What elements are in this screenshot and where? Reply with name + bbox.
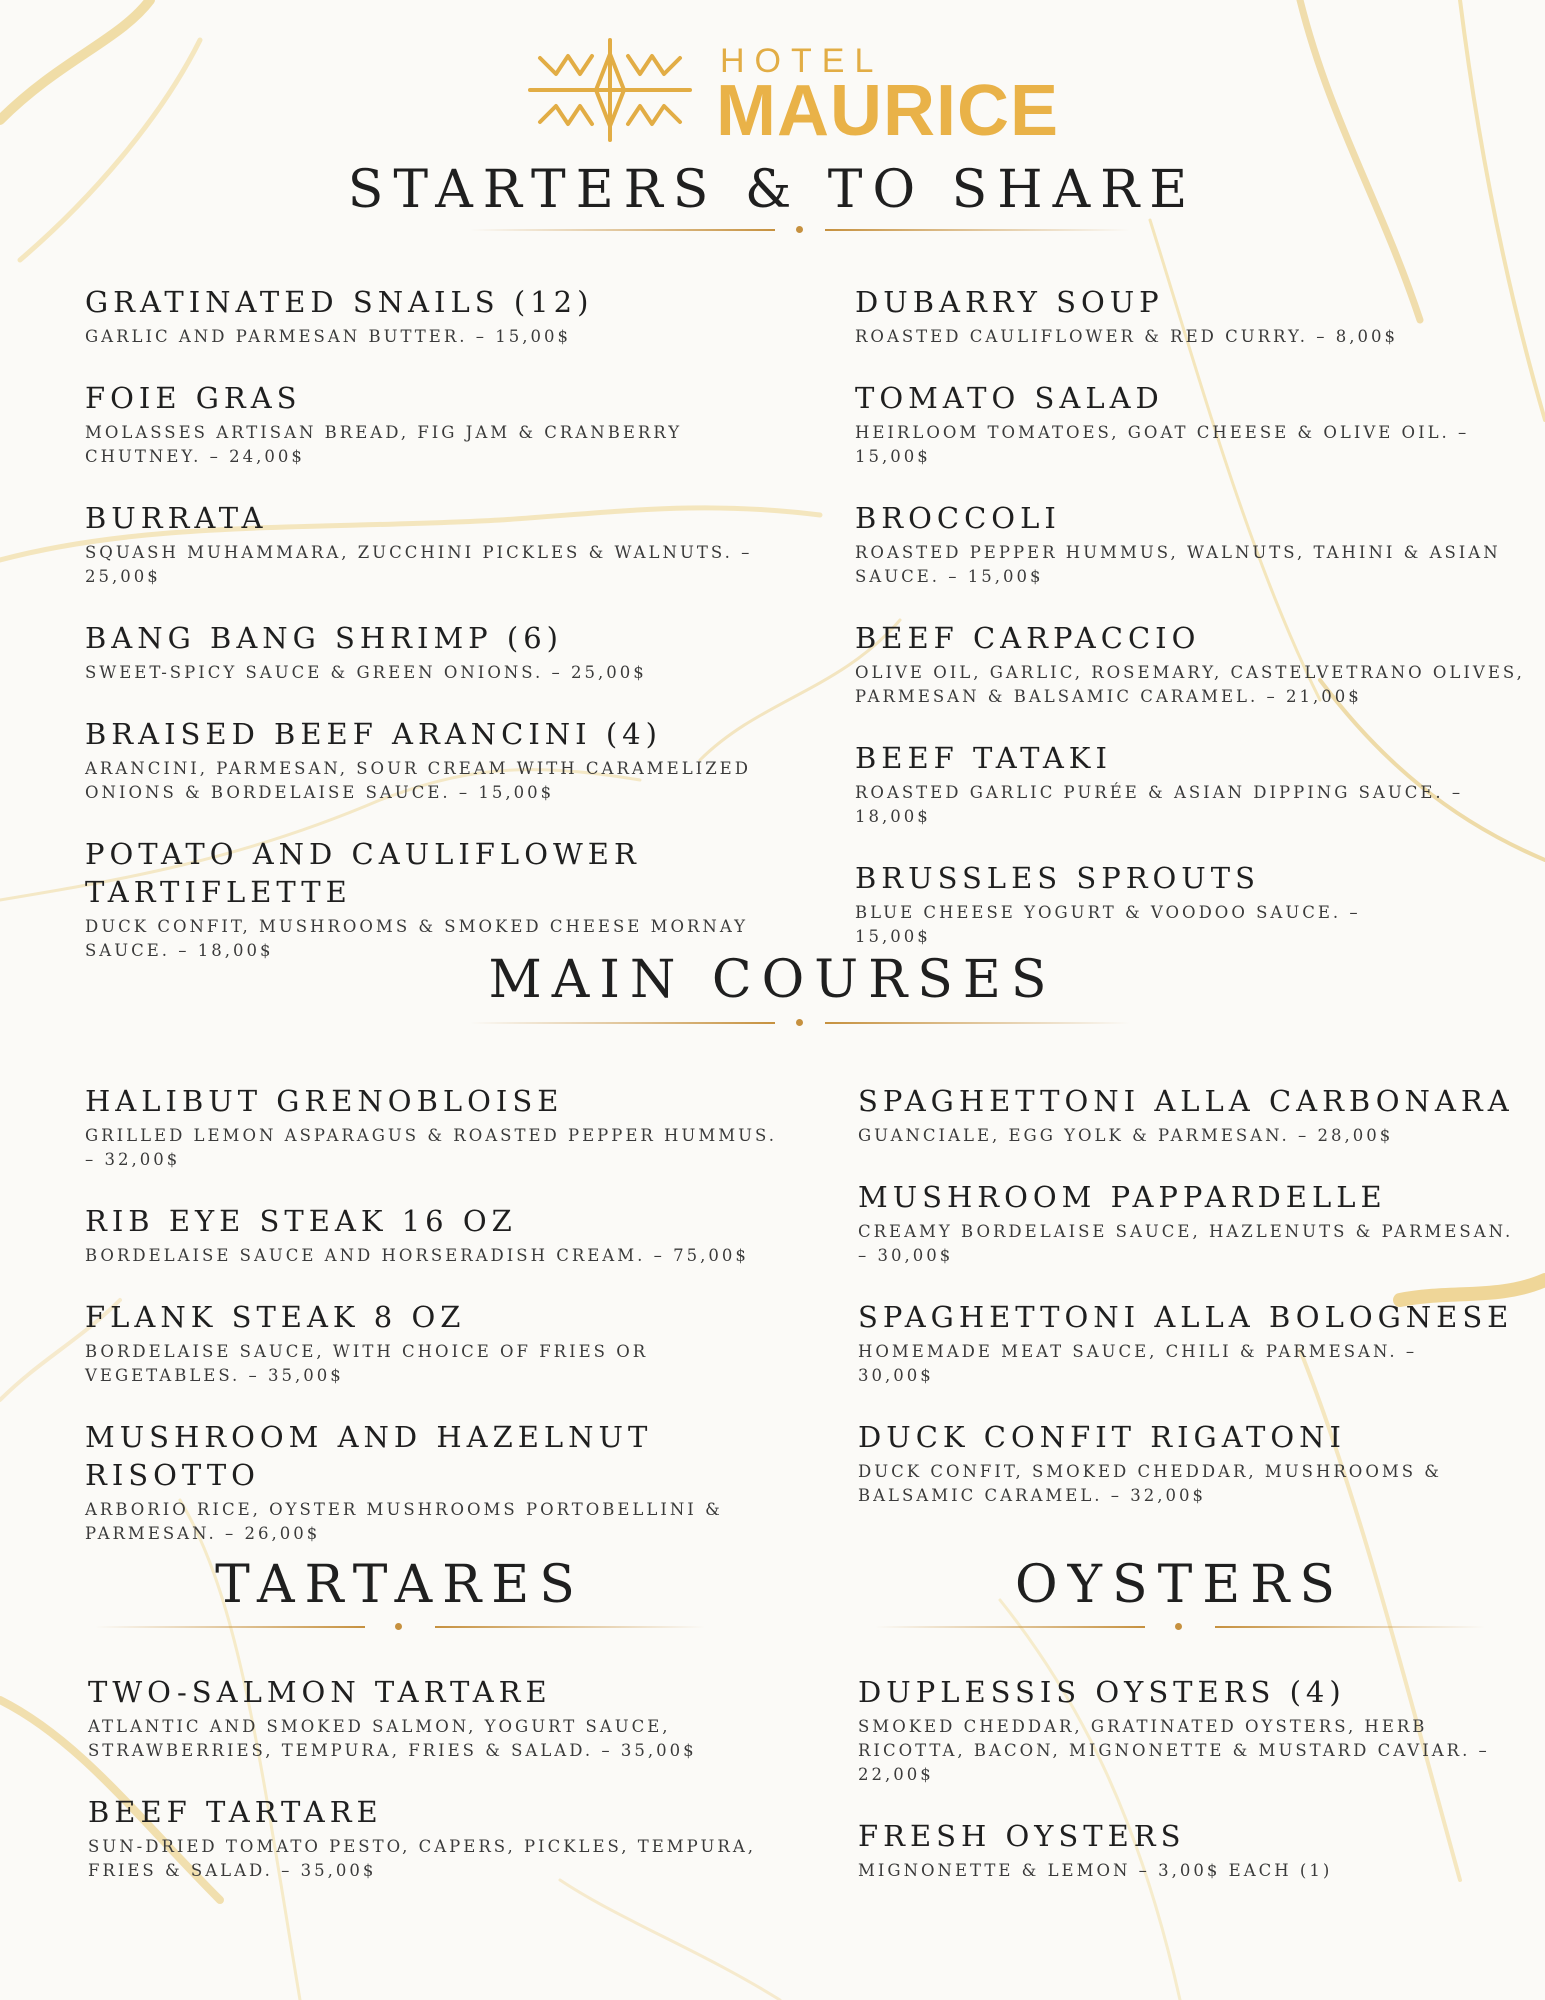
menu-item <box>855 499 1525 589</box>
item-name: SPAGHETTONI ALLA CARBONARA <box>858 1084 1514 1118</box>
item-name: SPAGHETTONI ALLA BOLOGNESE <box>858 1300 1514 1334</box>
menu-item <box>858 1418 1528 1508</box>
menu-item <box>88 1793 788 1883</box>
item-description: ATLANTIC AND SMOKED SALMON, YOGURT SAUCE, STRAWBERRIES, TEMPURA, FRIES & SALAD. – 35,00$ <box>88 1717 697 1760</box>
menu-item <box>85 1082 805 1172</box>
item-name: BEEF TATAKI <box>855 741 1112 775</box>
item-description: BORDELAISE SAUCE AND HORSERADISH CREAM. – 75,00$ <box>85 1246 749 1265</box>
item-description: ARBORIO RICE, OYSTER MUSHROOMS PORTOBELLINI & PARMESAN. – 26,00$ <box>85 1500 723 1543</box>
item-description: DUCK CONFIT, SMOKED CHEDDAR, MUSHROOMS & BALSAMIC CARAMEL. – 32,00$ <box>858 1462 1442 1505</box>
menu-item <box>85 1418 805 1546</box>
item-description: DUCK CONFIT, MUSHROOMS & SMOKED CHEESE MORNAY SAUCE. – 18,00$ <box>85 917 748 960</box>
item-description: ROASTED GARLIC PURÉE & ASIAN DIPPING SAUCE. – 18,00$ <box>855 783 1464 826</box>
item-description: SMOKED CHEDDAR, GRATINATED OYSTERS, HERB RICOTTA, BACON, MIGNONETTE & MUSTARD CAVIAR. – 22,00$ <box>858 1717 1490 1784</box>
menu-item <box>858 1673 1508 1787</box>
item-description: MOLASSES ARTISAN BREAD, FIG JAM & CRANBERRY CHUTNEY. – 24,00$ <box>85 423 683 466</box>
item-description: MIGNONETTE & LEMON – 3,00$ EACH (1) <box>858 1861 1333 1880</box>
menu-item <box>858 1178 1528 1268</box>
item-description: HEIRLOOM TOMATOES, GOAT CHEESE & OLIVE OIL. – 15,00$ <box>855 423 1470 466</box>
item-description: ROASTED CAULIFLOWER & RED CURRY. – 8,00$ <box>855 327 1398 346</box>
menu-item <box>85 1298 805 1388</box>
mains-right-column <box>858 1082 1528 1538</box>
item-name: TWO-SALMON TARTARE <box>88 1675 552 1709</box>
menu-item <box>858 1298 1528 1388</box>
mains-left-column <box>85 1082 805 1576</box>
menu-item <box>858 1082 1528 1148</box>
starters-title: STARTERS & TO SHARE <box>347 160 1198 220</box>
menu-item <box>85 1202 805 1268</box>
item-name: TOMATO SALAD <box>855 381 1164 415</box>
oysters-column <box>858 1673 1508 1913</box>
item-name: DUCK CONFIT RIGATONI <box>858 1420 1347 1454</box>
item-description: SUN-DRIED TOMATO PESTO, CAPERS, PICKLES, TEMPURA, FRIES & SALAD. – 35,00$ <box>88 1837 756 1880</box>
item-name: HALIBUT GRENOBLOISE <box>85 1084 564 1118</box>
item-description: ROASTED PEPPER HUMMUS, WALNUTS, TAHINI & ASIAN SAUCE. – 15,00$ <box>855 543 1501 586</box>
item-description: BORDELAISE SAUCE, WITH CHOICE OF FRIES OR VEGETABLES. – 35,00$ <box>85 1342 649 1385</box>
starters-divider <box>470 223 1130 237</box>
item-name: MUSHROOM AND HAZELNUT RISOTTO <box>85 1420 653 1492</box>
item-name: FRESH OYSTERS <box>858 1819 1186 1853</box>
item-description: SWEET-SPICY SAUCE & GREEN ONIONS. – 25,00$ <box>85 663 647 682</box>
item-description: GRILLED LEMON ASPARAGUS & ROASTED PEPPER HUMMUS. – 32,00$ <box>85 1126 777 1169</box>
item-name: BEEF TARTARE <box>88 1795 383 1829</box>
tartares-divider <box>95 1620 705 1634</box>
item-description: ARANCINI, PARMESAN, SOUR CREAM WITH CARAMELIZED ONIONS & BORDELAISE SAUCE. – 15,00$ <box>85 759 751 802</box>
starters-left-column <box>85 283 785 993</box>
brand-name-label: MAURICE <box>716 71 1059 151</box>
menu-item <box>855 283 1525 349</box>
item-name: FOIE GRAS <box>85 381 302 415</box>
menu-item <box>85 715 785 805</box>
item-description: GUANCIALE, EGG YOLK & PARMESAN. – 28,00$ <box>858 1126 1394 1145</box>
menu-item <box>85 619 785 685</box>
item-name: BURRATA <box>85 501 268 535</box>
menu-item <box>858 1817 1508 1883</box>
item-description: GARLIC AND PARMESAN BUTTER. – 15,00$ <box>85 327 571 346</box>
item-description: CREAMY BORDELAISE SAUCE, HAZLENUTS & PARMESAN. – 30,00$ <box>858 1222 1514 1265</box>
item-name: GRATINATED SNAILS (12) <box>85 285 594 319</box>
menu-item <box>85 499 785 589</box>
item-name: BANG BANG SHRIMP (6) <box>85 621 563 655</box>
mains-divider <box>470 1016 1130 1030</box>
item-name: MUSHROOM PAPPARDELLE <box>858 1180 1387 1214</box>
mains-title: MAIN COURSES <box>488 950 1057 1010</box>
item-description: SQUASH MUHAMMARA, ZUCCHINI PICKLES & WALNUTS. – 25,00$ <box>85 543 753 586</box>
item-name: BEEF CARPACCIO <box>855 621 1201 655</box>
item-description: BLUE CHEESE YOGURT & VOODOO SAUCE. – 15,00$ <box>855 903 1361 946</box>
item-description: OLIVE OIL, GARLIC, ROSEMARY, CASTELVETRANO OLIVES, PARMESAN & BALSAMIC CARAMEL. – 21,00$ <box>855 663 1525 706</box>
item-description: HOMEMADE MEAT SAUCE, CHILI & PARMESAN. – 30,00$ <box>858 1342 1418 1385</box>
menu-item <box>88 1673 788 1763</box>
item-name: POTATO AND CAULIFLOWER TARTIFLETTE <box>85 837 641 909</box>
item-name: DUBARRY SOUP <box>855 285 1164 319</box>
item-name: DUPLESSIS OYSTERS (4) <box>858 1675 1346 1709</box>
menu-item <box>85 379 785 469</box>
menu-item <box>855 619 1525 709</box>
star-emblem-icon <box>520 34 700 146</box>
menu-item <box>85 283 785 349</box>
item-name: BROCCOLI <box>855 501 1061 535</box>
item-name: FLANK STEAK 8 OZ <box>85 1300 466 1334</box>
item-name: RIB EYE STEAK 16 OZ <box>85 1204 517 1238</box>
menu-item <box>855 739 1525 829</box>
tartares-title: TARTARES <box>215 1555 585 1615</box>
item-name: BRUSSLES SPROUTS <box>855 861 1260 895</box>
oysters-title: OYSTERS <box>1015 1555 1345 1615</box>
menu-item <box>85 835 785 963</box>
hotel-logo <box>520 30 1059 151</box>
menu-item <box>855 379 1525 469</box>
brand-hotel-label: HOTEL <box>720 42 884 80</box>
tartares-column <box>88 1673 788 1913</box>
oysters-divider <box>875 1620 1485 1634</box>
menu-item <box>855 859 1525 949</box>
starters-right-column <box>855 283 1525 979</box>
item-name: BRAISED BEEF ARANCINI (4) <box>85 717 662 751</box>
